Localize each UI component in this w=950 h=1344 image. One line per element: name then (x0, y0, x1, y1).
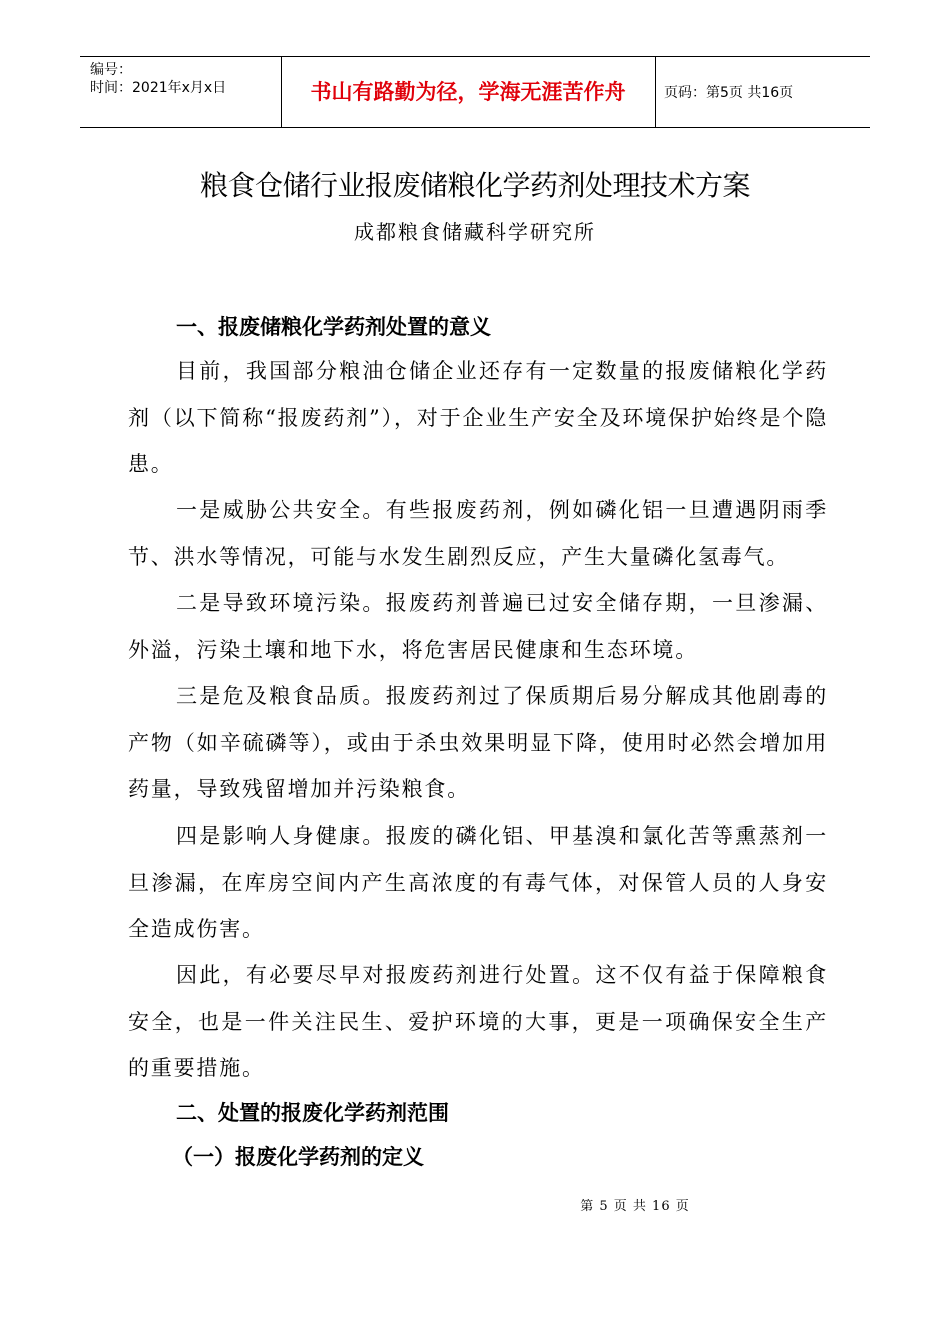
document-body (128, 312, 828, 342)
section-heading-2: 二、处置的报废化学药剂范围 (176, 1101, 449, 1125)
paragraph: 四是影响人身健康。报废的磷化铝、甲基溴和氯化苦等熏蒸剂一旦渗漏，在库房空间内产生高浓度的有毒气体，对保管人员的人身安全造成伤害。 (128, 824, 828, 941)
header-motto-cell (281, 57, 656, 127)
header-page-info: 页码：第5页 共16页 (664, 85, 794, 101)
paragraph-2-block (128, 487, 828, 580)
paragraph: 目前，我国部分粮油仓储企业还存有一定数量的报废储粮化学药剂（以下简称“报废药剂”），对于企业生产安全及环境保护始终是个隐患。 (128, 359, 828, 476)
document-number-label: 编号： (90, 62, 132, 78)
paragraph: 一是威胁公共安全。有些报废药剂，例如磷化铝一旦遭遇阴雨季节、洪水等情况，可能与水发生剧烈反应，产生大量磷化氢毒气。 (128, 498, 828, 569)
header-page-cell (656, 57, 870, 127)
paragraph-5-block (128, 813, 828, 953)
paragraph-1-block (128, 348, 828, 488)
subsection-block (124, 1142, 824, 1172)
page-footer: 第 5 页 共 16 页 (580, 1199, 690, 1214)
document-title: 粮食仓储行业报废储粮化学药剂处理技术方案 (199, 169, 750, 202)
header-meta-cell (80, 57, 282, 127)
paragraph-6-block (128, 952, 828, 1092)
paragraph: 二是导致环境污染。报废药剂普遍已过安全储存期，一旦渗漏、外溢，污染土壤和地下水，将危害居民健康和生态环境。 (128, 591, 828, 662)
paragraph: 因此，有必要尽早对报废药剂进行处置。这不仅有益于保障粮食安全，也是一件关注民生、爱护环境的大事，更是一项确保安全生产的重要措施。 (128, 963, 828, 1080)
motto-text: 书山有路勤为径，学海无涯苦作舟 (310, 80, 626, 104)
document-header (80, 56, 870, 128)
paragraph-3-block (128, 580, 828, 673)
document-time-label: 时间：2021年x月x日 (90, 80, 227, 96)
document-subtitle: 成都粮食储藏科学研究所 (354, 220, 596, 244)
paragraph: 三是危及粮食品质。报废药剂过了保质期后易分解成其他剧毒的产物（如辛硫磷等），或由于杀虫效果明显下降，使用时必然会增加用药量，导致残留增加并污染粮食。 (128, 684, 828, 801)
subsection-heading: （一）报废化学药剂的定义 (172, 1144, 424, 1169)
paragraph-4-block (128, 673, 828, 813)
section-heading-1: 一、报废储粮化学药剂处置的意义 (176, 315, 491, 339)
section-2-block (128, 1098, 828, 1128)
